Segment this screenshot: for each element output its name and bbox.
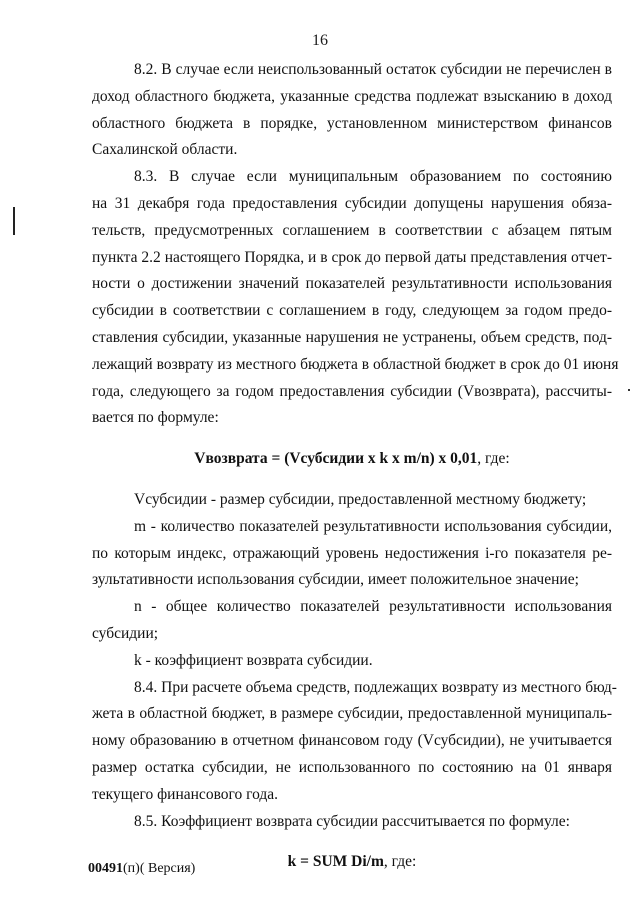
paragraph-8-2 [92, 57, 612, 164]
text-line: доход областного бюджета, указанные средства подлежат взысканию в доход [92, 87, 612, 105]
text-line: субсидии в соответствии с соглашением в году, следующем за годом предо- [92, 302, 612, 320]
definition-v-subsidy: Vсубсидии - размер субсидии, предоставленной местному бюджету; [134, 490, 587, 508]
spacer [92, 432, 612, 446]
text-line: вается по формуле: [92, 409, 219, 427]
text-line: жета в областной бюджет, в размере субсидии, предоставленной муниципаль- [92, 705, 612, 723]
text-line: зультативности использования субсидии, имеет положительное значение; [92, 571, 579, 589]
text-line: m - количество показателей результативности использования субсидии, [134, 517, 612, 535]
spacer [92, 835, 612, 849]
paragraph-8-3 [92, 164, 619, 432]
text-line: субсидии; [92, 624, 159, 642]
text-line: 8.2. В случае если неиспользованный остаток субсидии не перечислен в [134, 61, 612, 78]
definition-k: k - коэффициент возврата субсидии. [134, 651, 373, 669]
text-line: областного бюджета в порядке, установленном министерством финансов [92, 114, 612, 132]
paragraph-8-5: 8.5. Коэффициент возврата субсидии рассчитывается по формуле: [134, 812, 570, 830]
formula-suffix: , где: [477, 450, 510, 468]
spacer [92, 473, 612, 487]
formula-v-return [92, 446, 612, 473]
text-line: пункта 2.2 настоящего Порядка, и в срок до первой даты представления отчет- [92, 248, 612, 266]
text-line: по которым индекс, отражающий уровень недостижения i-го показателя ре- [92, 544, 612, 562]
formula-suffix: , где: [383, 853, 417, 871]
text-line: Сахалинской области. [92, 141, 238, 159]
paragraph-8-4 [92, 675, 617, 809]
formula-expression: Vвозврата = (Vсубсидии x k x m/n) x 0,01 [194, 450, 478, 468]
document-version: (п)( Версия) [123, 861, 196, 876]
definition-n [92, 594, 612, 648]
text-line: ности о достижении значений показателей результативности использования [92, 275, 612, 293]
document-body [92, 57, 619, 876]
document-footer [88, 861, 195, 877]
page-number: 16 [312, 32, 328, 49]
text-line: текущего финансового года. [92, 785, 279, 803]
text-line: n - общее количество показателей результативности использования [134, 598, 612, 616]
text-line: ному образованию в отчетном финансовом году (Vсубсидии), не учитывается [92, 732, 612, 750]
text-line: года, следующего за годом предоставления субсидии (Vвозврата), рассчиты- [92, 382, 612, 400]
document-number: 00491 [88, 861, 123, 876]
text-line: на 31 декабря года предоставления субсидии допущены нарушения обяза- [92, 194, 612, 212]
text-line: размер остатка субсидии, не использованного по состоянию на 01 января [92, 758, 612, 776]
formula-expression: k = SUM Di/m [287, 853, 384, 871]
text-line: лежащий возврату из местного бюджета в областной бюджет в срок до 01 июня [92, 355, 619, 373]
text-line: ставления субсидии, указанные нарушения не устранены, объем средств, под- [92, 328, 612, 346]
definition-m [92, 514, 612, 594]
text-line: тельств, предусмотренных соглашением в соответствии с абзацем пятым [92, 221, 612, 239]
text-line: 8.4. При расчете объема средств, подлежащих возврату из местного бюд- [134, 678, 617, 696]
margin-mark [13, 207, 15, 235]
scan-speck [628, 389, 630, 391]
text-line: 8.3. В случае если муниципальным образованием по состоянию [134, 168, 612, 186]
